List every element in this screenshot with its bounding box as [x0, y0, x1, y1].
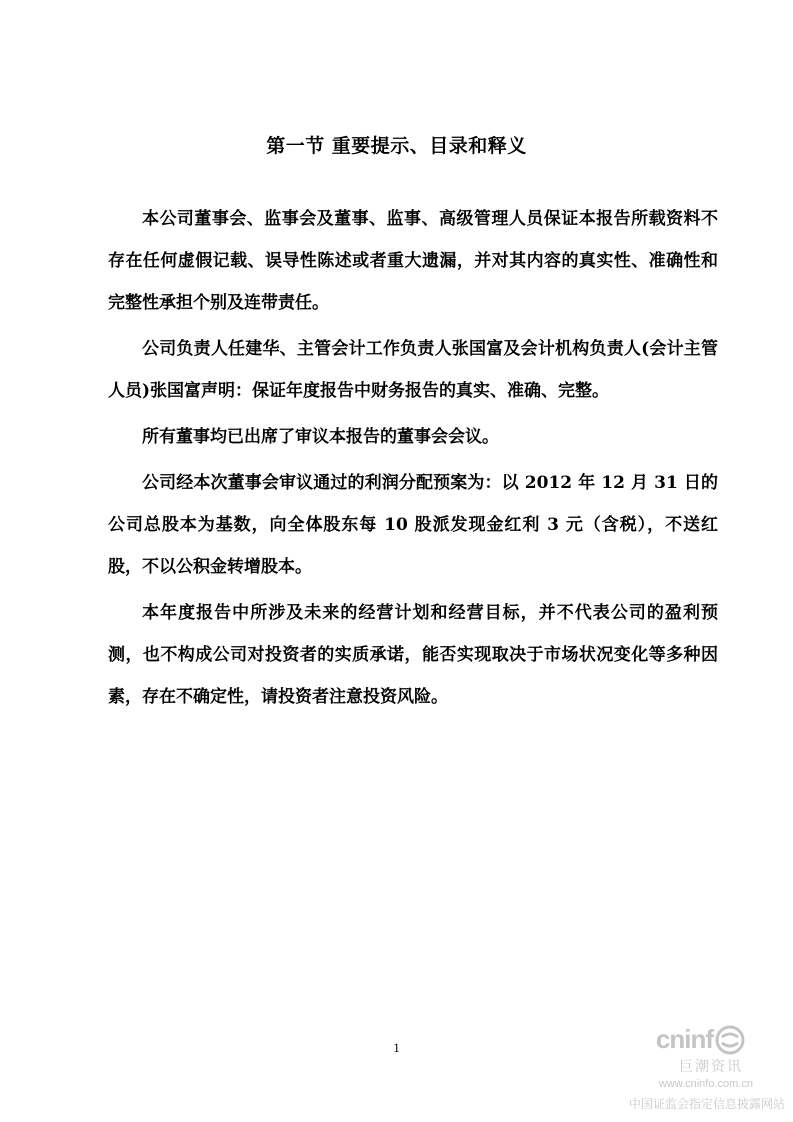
watermark-url: www.cninfo.com.cn: [658, 1078, 753, 1090]
cninfo-watermark: [600, 1022, 785, 1117]
paragraph-liability-statement: 本公司董事会、监事会及董事、监事、高级管理人员保证本报告所载资料不存在任何虚假记载、误导性陈述或者重大遗漏，并对其内容的真实性、准确性和完整性承担个别及连带责任。: [108, 209, 718, 313]
watermark-tagline: 中国证监会指定信息披露网站: [628, 1097, 785, 1111]
paragraph-responsible-persons: 公司负责人任建华、主管会计工作负责人张国富及会计机构负责人(会计主管人员)张国富声明：保证年度报告中财务报告的真实、准确、完整。: [108, 339, 718, 401]
paragraph-risk-warning: 本年度报告中所涉及未来的经营计划和经营目标，并不代表公司的盈利预测，也不构成公司对投资者的实质承诺，能否实现取决于市场状况变化等多种因素，存在不确定性，请投资者注意投资风险。: [108, 603, 718, 707]
paragraph-profit-distribution: 公司经本次董事会审议通过的利润分配预案为：以 2012 年 12 月 31 日的公司总股本为基数，向全体股东每 10 股派发现金红利 3 元（含税），不送红股，不以公积金转增股本。: [108, 473, 718, 577]
page-number: 1: [393, 1040, 400, 1055]
paragraph-directors-attendance: 所有董事均已出席了审议本报告的董事会会议。: [142, 427, 499, 447]
watermark-brand: cninf: [655, 1024, 713, 1054]
section-heading: 第一节 重要提示、目录和释义: [266, 135, 527, 157]
watermark-brand-cn: 巨潮资讯: [679, 1059, 743, 1075]
document-body: [108, 198, 718, 718]
watermark-brand-row: [656, 1024, 745, 1055]
cninfo-logo-icon: [715, 1025, 745, 1055]
